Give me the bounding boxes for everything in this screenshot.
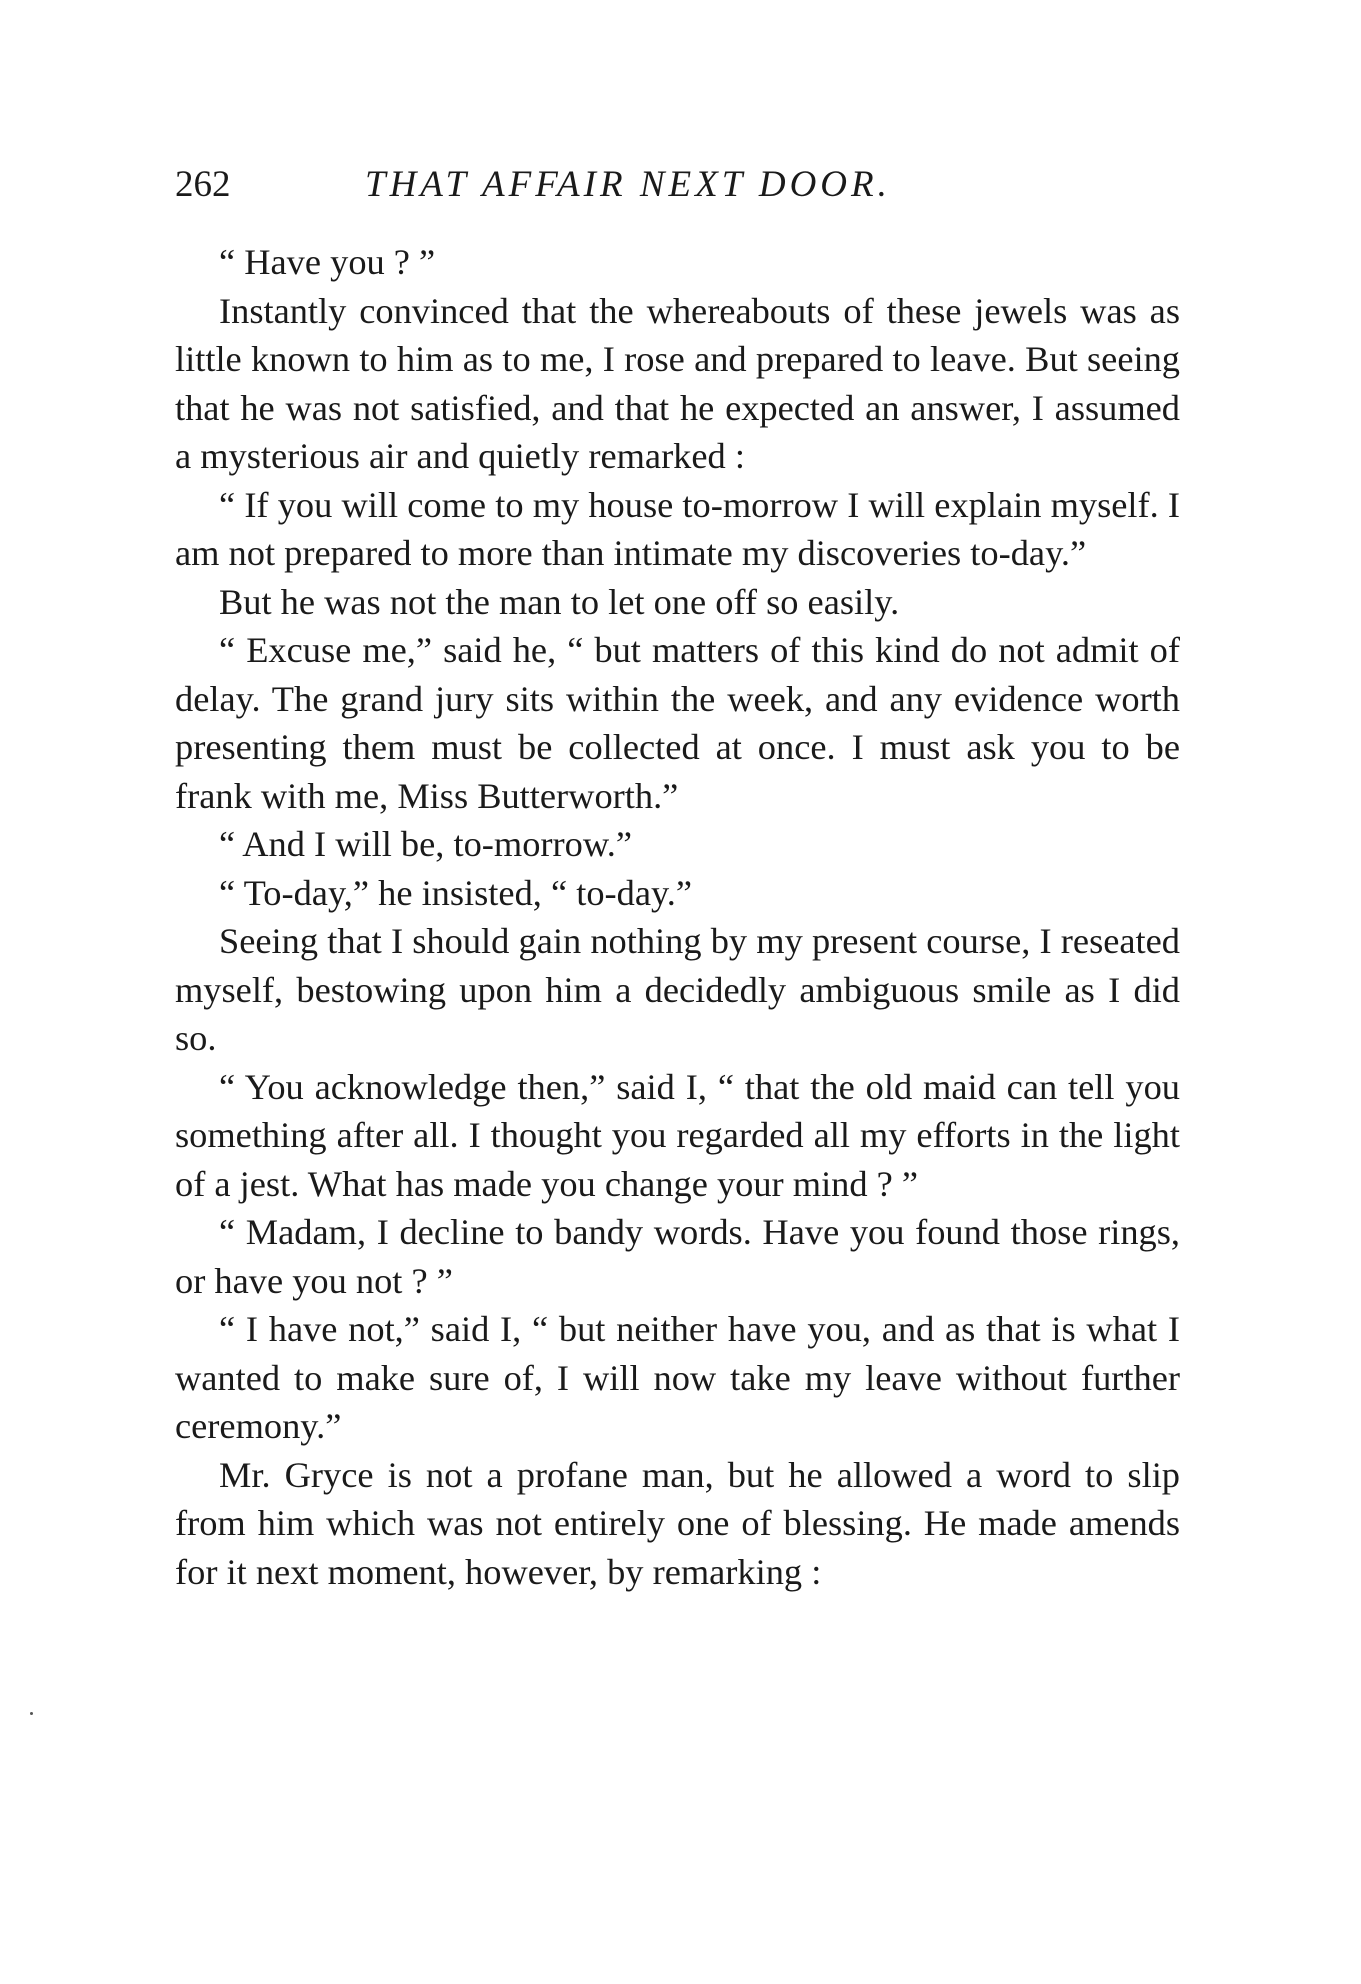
running-title: THAT AFFAIR NEXT DOOR. [365,164,891,205]
paragraph-11: “ I have not,” said I, “ but neither have you, and as that is what I wanted to make sure of, I will now take my leave without further ceremony.” [175,1309,1180,1446]
running-head [175,160,1180,210]
paragraph-5: “ Excuse me,” said he, “ but matters of this kind do not admit of delay. The grand jury sits within the week, and any evidence worth presenting them must be collected at once. I must ask you to be frank with me, Miss Butterworth.” [175,630,1180,816]
paragraph-10: “ Madam, I decline to bandy words. Have you found those rings, or have you not ? ” [175,1212,1180,1301]
paper-speck [30,1712,33,1715]
paragraph-4: But he was not the man to let one off so easily. [219,581,900,622]
paragraph-6: “ And I will be, to-morrow.” [219,824,633,864]
book-page [175,160,1180,1596]
paragraph-9: “ You acknowledge then,” said I, “ that the old maid can tell you something after all. I thought you regarded all my efforts in the light of a jest. What has made you change your mind ? ” [175,1066,1180,1204]
paragraph-1: “ Have you ? ” [219,242,436,282]
body-text [175,238,1180,1596]
page-number: 262 [175,164,231,205]
paragraph-2: Instantly convinced that the whereabouts of these jewels was as little known to him as to me, I rose and prepared to leave. But seeing that he was not satisfied, and that he expected an answer, I assumed a mysterious air and quietly remarked : [175,290,1180,476]
paragraph-12: Mr. Gryce is not a profane man, but he allowed a word to slip from him which was not entirely one of blessing. He made amends for it next moment, however, by remarking : [175,1454,1180,1592]
paragraph-7: “ To-day,” he insisted, “ to-day.” [219,872,693,913]
paragraph-8: Seeing that I should gain nothing by my present course, I reseated myself, bestowing upon him a decidedly ambiguous smile as I did so. [175,921,1180,1058]
paragraph-3: “ If you will come to my house to-morrow I will explain myself. I am not prepared to more than intimate my discoveries to-day.” [175,484,1180,573]
